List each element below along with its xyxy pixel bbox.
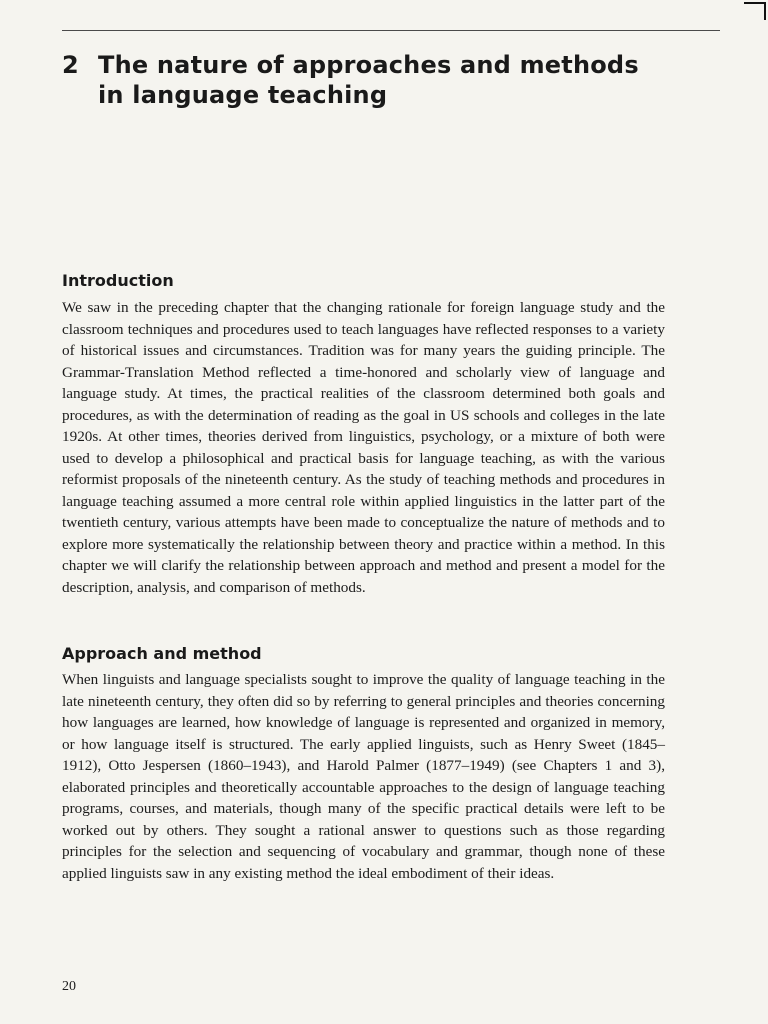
chapter-title-line-2: in language teaching bbox=[98, 81, 388, 109]
crop-mark bbox=[744, 0, 768, 24]
chapter-title-line-1: The nature of approaches and methods bbox=[98, 51, 639, 79]
introduction-paragraph: We saw in the preceding chapter that the changing rationale for foreign language study and the classroom techniques and procedures used to teach languages have reflected responses to a variety of historical issues and circumstances. Tradition was for many years the guiding principle. The Grammar-Translation Method reflected a time-honored and scholarly view of language and language study. At times, the practical realities of the classroom determined both goals and procedures, as with the determination of reading as the goal in US schools and colleges in the late 1920s. At other times, theories derived from linguistics, psychology, or a mixture of both were used to develop a philosophical and practical basis for language teaching, as with the various reformist proposals of the nineteenth century. As the study of teaching methods and procedures in language teaching assumed a more central role within applied linguistics in the latter part of the twentieth century, various attempts have been made to conceptualize the nature of methods and to explore more systematically the relationship between theory and practice within a method. In this chapter we will clarify the relationship between approach and method and present a model for the description, analysis, and comparison of methods. bbox=[62, 299, 665, 596]
chapter-title bbox=[62, 50, 702, 110]
approach-and-method-paragraph: When linguists and language specialists sought to improve the quality of language teaching in the late nineteenth century, they often did so by referring to general principles and theories concerning how languages are learned, how knowledge of language is represented and organized in memory, or how language itself is structured. The early applied linguists, such as Henry Sweet (1845–1912), Otto Jespersen (1860–1943), and Harold Palmer (1877–1949) (see Chapters 1 and 3), elaborated principles and theoretically accountable approaches to the design of language teaching programs, courses, and materials, though many of the specific practical details were left to be worked out by others. They sought a rational answer to questions such as those regarding principles for the selection and sequencing of vocabulary and grammar, though none of these applied linguists saw in any existing method the ideal embodiment of their ideas. bbox=[62, 671, 665, 882]
header-rule bbox=[62, 30, 720, 31]
section-heading-approach-and-method: Approach and method bbox=[62, 644, 262, 663]
chapter-number: 2 bbox=[62, 51, 79, 79]
page-number: 20 bbox=[62, 979, 76, 994]
section-heading-introduction: Introduction bbox=[62, 271, 174, 290]
